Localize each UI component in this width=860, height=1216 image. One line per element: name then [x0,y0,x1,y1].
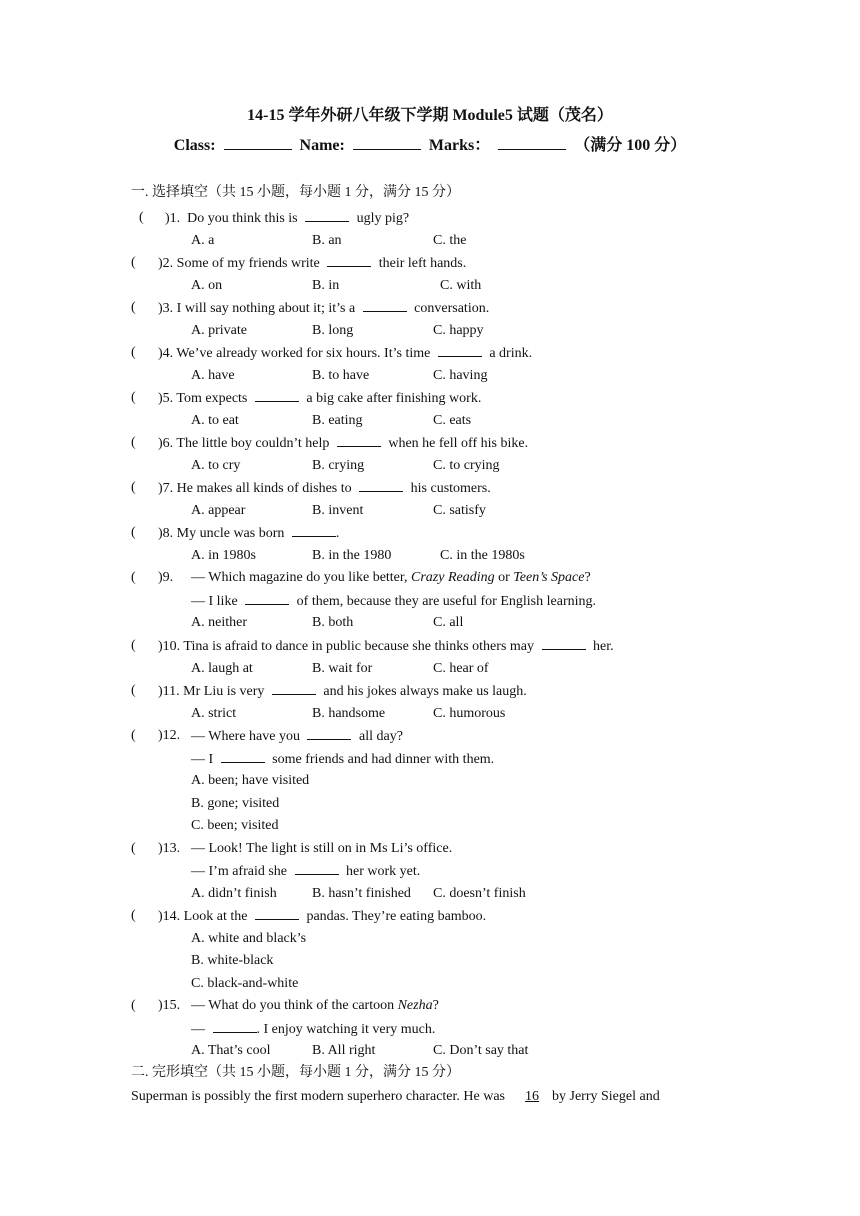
q5-text-post: a big cake after finishing work. [306,391,482,406]
q14-stem [158,907,486,926]
q5-paren: ( [131,390,136,405]
q7-text-pre: He makes all kinds of dishes to [176,481,352,496]
q4-text-pre: We’ve already worked for six hours. It’s time [176,346,431,361]
q9-option-b: B. both [312,615,354,630]
q13-line2-pre: — I’m afraid she [191,864,288,879]
marks-blank [498,135,566,150]
q15-option-a: A. That’s cool [191,1043,271,1058]
q6-option-a: A. to cry [191,458,241,473]
q9-or: or [498,570,510,585]
q6-paren: ( [131,435,136,450]
q9-line1 [191,569,591,587]
q9-line2 [191,592,596,611]
q14-text-post: pandas. They’re eating bamboo. [306,909,487,924]
q1-paren: ( [139,210,144,225]
q3-blank [363,299,407,312]
section1-heading: 一. 选择填空（共 15 小题，每小题 1 分，满分 15 分） [131,185,460,200]
q10-text-post: her. [593,639,614,654]
q1-blank [305,209,349,222]
q15-line1-pre: — What do you think of the cartoon [191,998,395,1013]
q3-text-pre: I will say nothing about it; it’s a [176,301,356,316]
q9-line1-text: — Which magazine do you like better, [191,570,408,585]
q10-stem [158,637,614,656]
q11-option-a: A. strict [191,706,237,721]
q7-text-post: his customers. [410,481,491,496]
q12-line2-pre: — I [191,752,214,767]
q15-qmark: ? [432,998,439,1013]
section2-heading: 二. 完形填空（共 15 小题，每小题 1 分，满分 15 分） [131,1065,460,1080]
name-blank [353,135,421,150]
q14-blank [255,907,299,920]
q13-blank [295,862,339,875]
q14-text-pre: Look at the [183,909,248,924]
q9-blank [245,592,289,605]
q14-number: )14. [158,909,181,924]
q5-option-b: B. eating [312,413,363,428]
q1-text-post: ugly pig? [356,211,410,226]
q3-option-b: B. long [312,323,354,338]
q9-magazine-1: Crazy Reading [411,570,495,585]
q8-number: )8. [158,526,174,541]
q2-number: )2. [158,256,174,271]
q13-line1: — Look! The light is still on in Ms Li’s office. [191,841,453,856]
q6-text-post: when he fell off his bike. [388,436,529,451]
q9-number: )9. [158,570,174,585]
q8-stem [158,524,339,543]
q11-paren: ( [131,683,136,698]
q8-text-post: . [335,526,340,541]
section2-text-post: by Jerry Siegel and [552,1089,660,1104]
q8-paren: ( [131,525,136,540]
q14-option-c: C. black-and-white [191,976,299,991]
q4-stem [158,344,532,363]
q7-blank [359,479,403,492]
q6-blank [337,434,381,447]
q8-option-c: C. in the 1980s [440,548,525,563]
q6-stem [158,434,528,453]
q15-line2-pre: — [191,1022,205,1037]
q2-text-pre: Some of my friends write [176,256,320,271]
q2-text-post: their left hands. [378,256,467,271]
q8-text-pre: My uncle was born [176,526,285,541]
q10-blank [542,637,586,650]
q3-number: )3. [158,301,174,316]
q1-option-b: B. an [312,233,342,248]
q15-line1 [191,997,439,1015]
q15-number: )15. [158,998,181,1013]
q15-option-b: B. All right [312,1043,376,1058]
q7-stem [158,479,491,498]
q9-line2-post: of them, because they are useful for English learning. [296,594,596,609]
section2-text-pre: Superman is possibly the first modern superhero character. He was [131,1089,506,1104]
q12-option-a: A. been; have visited [191,773,310,788]
q8-option-a: A. in 1980s [191,548,256,563]
q4-option-c: C. having [433,368,488,383]
marks-label: Marks： [428,137,491,154]
class-blank [224,135,292,150]
q7-number: )7. [158,481,174,496]
q9-line2-pre: — I like [191,594,238,609]
q11-text-post: and his jokes always make us laugh. [323,684,527,699]
class-label: Class: [173,137,216,154]
q9-option-a: A. neither [191,615,247,630]
q13-number: )13. [158,841,181,856]
q15-cartoon-title: Nezha [397,998,433,1013]
q8-option-b: B. in the 1980 [312,548,392,563]
page-title: 14-15 学年外研八年级下学期 Module5 试题（茂名） [247,107,613,124]
q9-qmark: ? [584,570,591,585]
q15-paren: ( [131,998,136,1013]
q12-blank-2 [221,750,265,763]
q1-option-a: A. a [191,233,215,248]
q2-blank [327,254,371,267]
q12-number: )12. [158,728,181,743]
q10-option-b: B. wait for [312,661,373,676]
q12-paren: ( [131,728,136,743]
q8-blank [292,524,336,537]
q13-paren: ( [131,841,136,856]
full-score: （满分 100 分） [574,137,687,154]
q3-text-post: conversation. [414,301,490,316]
q5-option-c: C. eats [433,413,472,428]
q11-blank [272,682,316,695]
q2-stem [158,254,466,273]
q9-paren: ( [131,570,136,585]
q10-paren: ( [131,638,136,653]
q9-magazine-2: Teen’s Space [513,570,585,585]
q3-stem [158,299,489,318]
q10-option-a: A. laugh at [191,661,253,676]
q9-option-c: C. all [433,615,464,630]
q13-line2 [191,862,420,881]
q15-line2-post: . I enjoy watching it very much. [256,1022,436,1037]
q4-option-b: B. to have [312,368,370,383]
q6-option-b: B. crying [312,458,365,473]
q5-stem [158,389,481,408]
q13-option-a: A. didn’t finish [191,886,277,901]
q3-option-a: A. private [191,323,247,338]
q12-option-c: C. been; visited [191,818,279,833]
q14-option-a: A. white and black’s [191,931,307,946]
q10-text-pre: Tina is afraid to dance in public because she thinks others may [183,639,534,654]
section2-blank-16: 16 [525,1089,540,1104]
q3-paren: ( [131,300,136,315]
q12-line2-post: some friends and had dinner with them. [272,752,495,767]
q12-line1-post: all day? [358,729,403,744]
q5-blank [255,389,299,402]
q1-stem [165,209,409,228]
q4-blank [438,344,482,357]
q5-option-a: A. to eat [191,413,239,428]
name-label: Name: [299,137,345,154]
student-info-line [0,135,860,155]
q12-line1 [191,727,403,746]
q6-number: )6. [158,436,174,451]
q1-number: )1. [165,211,181,226]
q15-option-c: C. Don’t say that [433,1043,529,1058]
q12-blank-1 [307,727,351,740]
q7-option-c: C. satisfy [433,503,486,518]
q13-line2-post: her work yet. [346,864,421,879]
q14-paren: ( [131,908,136,923]
q12-line1-pre: — Where have you [191,729,300,744]
q11-text-pre: Mr Liu is very [183,684,265,699]
q7-option-a: A. appear [191,503,246,518]
q11-option-c: C. humorous [433,706,506,721]
q2-option-a: A. on [191,278,223,293]
q5-text-pre: Tom expects [176,391,248,406]
q11-stem [158,682,527,701]
q4-number: )4. [158,346,174,361]
q7-option-b: B. invent [312,503,364,518]
q12-line2 [191,750,494,769]
q14-option-b: B. white-black [191,953,274,968]
q13-option-b: B. hasn’t finished [312,886,411,901]
q10-option-c: C. hear of [433,661,489,676]
q6-text-pre: The little boy couldn’t help [176,436,330,451]
q2-paren: ( [131,255,136,270]
q15-line2 [191,1020,435,1039]
q2-option-c: C. with [440,278,482,293]
q1-option-c: C. the [433,233,467,248]
q13-option-c: C. doesn’t finish [433,886,526,901]
q1-text-pre: Do you think this is [187,211,298,226]
q12-option-b: B. gone; visited [191,796,280,811]
q11-number: )11. [158,684,180,699]
q3-option-c: C. happy [433,323,484,338]
q11-option-b: B. handsome [312,706,386,721]
q5-number: )5. [158,391,174,406]
q4-option-a: A. have [191,368,235,383]
q7-paren: ( [131,480,136,495]
q15-blank [213,1020,257,1033]
q10-number: )10. [158,639,181,654]
q2-option-b: B. in [312,278,340,293]
q4-text-post: a drink. [489,346,533,361]
section2-passage-line [131,1088,660,1106]
q4-paren: ( [131,345,136,360]
q6-option-c: C. to crying [433,458,500,473]
